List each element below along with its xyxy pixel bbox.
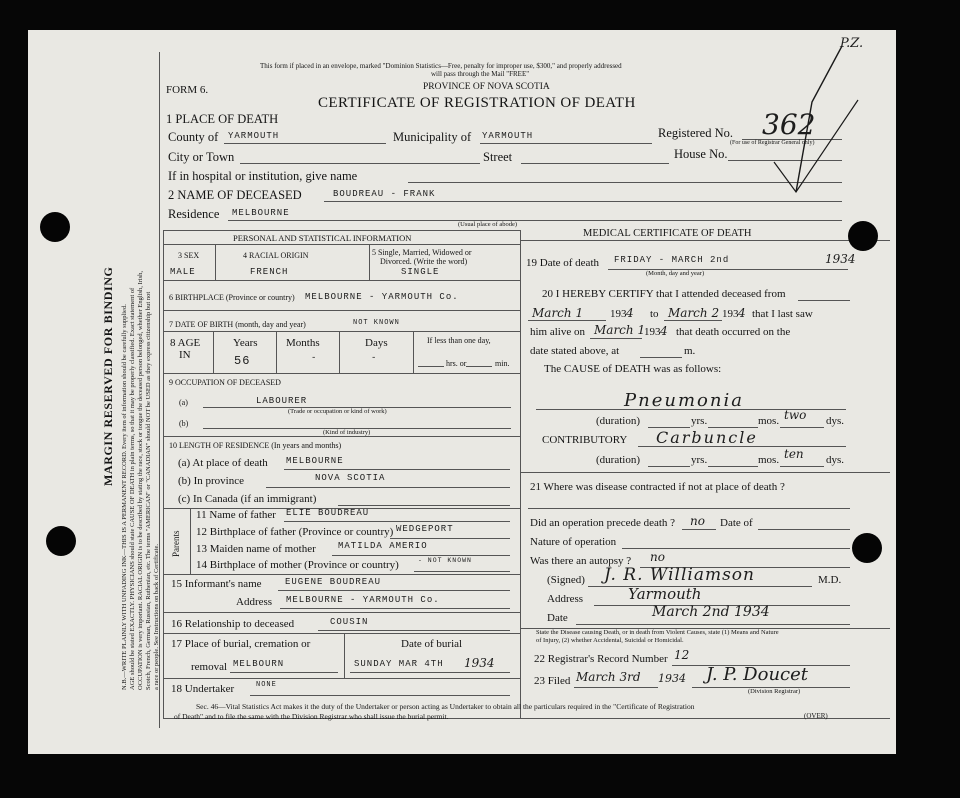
violent-causes-note: State the Disease causing Death, or in death from Violent Causes, state (1) Means and Nature <box>536 629 779 636</box>
medical-heading: MEDICAL CERTIFICATE OF DEATH <box>583 228 752 239</box>
q21-label: 21 Where was disease contracted if not at place of death ? <box>530 481 785 493</box>
to-year-value: 4 <box>738 306 746 320</box>
occupation-heading: 9 OCCUPATION OF DECEASED <box>169 378 281 387</box>
punch-hole <box>848 221 878 251</box>
from-line <box>528 320 606 321</box>
over-label: (OVER) <box>804 712 828 720</box>
county-line <box>224 143 386 144</box>
attended-to-value: March 2 <box>668 306 720 320</box>
father-value: ELIE BOUDREAU <box>286 508 370 518</box>
hrs-label: hrs. or <box>446 359 467 368</box>
date-of-death-year: 1934 <box>825 252 856 266</box>
hospital-label: If in hospital or institution, give name <box>168 169 358 183</box>
street-line <box>521 163 669 164</box>
operation-label: Did an operation precede death ? <box>530 517 676 529</box>
rule <box>520 472 890 473</box>
contrib-dys-line <box>780 466 824 467</box>
occupation-b-label: (b) <box>179 419 189 428</box>
burial-date-value: SUNDAY MAR 4TH <box>354 659 444 669</box>
duration-label: (duration) <box>596 415 640 427</box>
date-of-death-label: 19 Date of death <box>526 257 599 269</box>
to-label: to <box>650 308 659 320</box>
residence-a-line <box>284 469 510 470</box>
certify-line <box>798 300 850 301</box>
father-birthplace-label: 12 Birthplace of father (Province or country) <box>196 526 394 538</box>
relationship-label: 16 Relationship to deceased <box>171 618 295 630</box>
footer-note-line: Sec. 46—Vital Statistics Act makes it the duty of the Undertaker or person acting as Undertaker to obtain all the particulars required in the "Certificate of Registration <box>196 702 695 711</box>
province-heading: PROVINCE OF NOVA SCOTIA <box>423 82 550 92</box>
date-stated-label: date stated above, at <box>530 345 620 357</box>
registrar-signature: J. P. Doucet <box>706 664 808 685</box>
age-months-value: - <box>311 353 318 363</box>
alive-year-value: 4 <box>660 324 668 338</box>
rule <box>163 574 520 575</box>
contrib-mos-line <box>708 466 758 467</box>
filed-year: 1934 <box>658 672 686 685</box>
burial-place-line <box>230 672 338 673</box>
nature-label: Nature of operation <box>530 536 617 548</box>
time-line <box>640 357 682 358</box>
residence-c-label: (c) In Canada (if an immigrant) <box>178 493 317 505</box>
filed-label: 23 Filed <box>534 675 571 687</box>
informant-address-label: Address <box>236 596 273 608</box>
age-days-value: - <box>371 353 378 363</box>
q21-line <box>528 508 850 509</box>
contributory-label: CONTRIBUTORY <box>542 434 628 446</box>
punch-hole <box>852 533 882 563</box>
burial-label: 17 Place of burial, cremation or <box>171 638 311 650</box>
physician-address-value: Yarmouth <box>628 585 702 603</box>
age-days-label: Days <box>365 337 388 349</box>
table-center-rule <box>520 230 521 718</box>
age-label: 8 AGE <box>170 337 201 349</box>
binding-margin-label: MARGIN RESERVED FOR BINDING <box>101 266 115 486</box>
rule <box>163 633 520 634</box>
certify-text: 20 I HEREBY CERTIFY that I attended deceased from <box>542 288 786 300</box>
house-label: House No. <box>674 147 728 161</box>
yrs-label: yrs. <box>691 415 708 427</box>
father-line <box>284 521 510 522</box>
occupation-b-note: (Kind of industry) <box>323 429 371 436</box>
undertaker-line <box>250 695 510 696</box>
relationship-line <box>318 630 510 631</box>
father-label: 11 Name of father <box>196 509 276 521</box>
relationship-value: COUSIN <box>330 617 369 627</box>
birthplace-value: MELBOURNE - YARMOUTH Co. <box>305 292 459 302</box>
less-than-day-label: If less than one day, <box>427 336 491 345</box>
age-years-value: 56 <box>234 354 251 368</box>
rule <box>163 373 520 374</box>
marital-label: Divorced. (Write the word) <box>380 257 468 266</box>
rule <box>339 331 340 373</box>
mother-value: MATILDA AMERIO <box>338 541 428 551</box>
contrib-yrs-line <box>648 466 690 467</box>
alive-on-value: March 1 <box>594 323 646 337</box>
mail-notice-line: will pass through the Mail "FREE" <box>431 70 530 78</box>
sex-value: MALE <box>170 267 196 277</box>
age-in-label: IN <box>179 349 191 361</box>
county-value: YARMOUTH <box>228 131 280 141</box>
father-birthplace-line <box>390 538 510 539</box>
rule <box>344 633 345 678</box>
place-of-death-heading: 1 PLACE OF DEATH <box>166 112 279 126</box>
mother-birthplace-label: 14 Birthplace of mother (Province or country) <box>196 559 399 571</box>
table-left-rule <box>163 230 164 718</box>
punch-hole <box>46 526 76 556</box>
dob-label: 7 DATE OF BIRTH (month, day and year) <box>169 320 306 329</box>
age-months-label: Months <box>286 337 320 349</box>
rule <box>163 280 520 281</box>
duration-label: (duration) <box>596 454 640 466</box>
attended-from-value: March 1 <box>532 306 584 320</box>
marital-value: SINGLE <box>401 267 440 277</box>
corner-mark: P.Z. <box>840 36 864 51</box>
date-of-death-value: FRIDAY - MARCH 2nd <box>614 255 730 265</box>
age-years-label: Years <box>233 337 258 349</box>
occupation-a-label: (a) <box>179 398 188 407</box>
table-top-rule <box>163 230 520 231</box>
signed-label: (Signed) <box>547 574 585 586</box>
dob-value: NOT KNOWN <box>353 319 400 327</box>
city-line <box>240 163 480 164</box>
informant-value: EUGENE BOUDREAU <box>285 577 382 587</box>
operation-line <box>682 529 716 530</box>
operation-value: no <box>690 514 705 528</box>
date-of-death-line <box>608 269 848 270</box>
rule <box>163 244 520 245</box>
rule <box>163 310 520 311</box>
municipality-line <box>480 143 652 144</box>
margin-instruction-line: Scotch, French, German, Russian, Ruthenian, etc. The terms "AMERICAN" or "CANADIAN" should NOT be USED as they express citizenship but not <box>145 291 152 690</box>
registrar-record-value: 12 <box>674 648 690 662</box>
burial-year-value: 1934 <box>464 656 495 670</box>
burial-date-line <box>350 672 510 673</box>
min-line <box>466 366 492 367</box>
footer-note-line: of Death" and to file the same with the Division Registrar who shall issue the burial permit. <box>174 712 449 721</box>
cause-duration-value: two <box>784 408 807 422</box>
margin-instruction-line: AGE should be stated EXACTLY. PHYSICIANS should state CAUSE OF DEATH in plain terms, so that it may be properly classified. Exact statement of <box>129 287 136 690</box>
residence-a-label: (a) At place of death <box>178 457 268 469</box>
occurred-label: that death occurred on the <box>676 326 791 338</box>
date-of-death-note: (Month, day and year) <box>646 270 705 277</box>
md-label: M.D. <box>818 574 842 586</box>
sex-label: 3 SEX <box>178 251 200 260</box>
margin-instruction-line: a race or people. See Instructions on back of Certificate. <box>153 543 160 690</box>
residence-b-line <box>266 487 510 488</box>
from-year-value: 4 <box>626 306 634 320</box>
burial-place-value: MELBOURN <box>233 659 285 669</box>
mother-birthplace-value: - NOT KNOWN <box>418 557 472 564</box>
city-label: City or Town <box>168 150 235 164</box>
undertaker-label: 18 Undertaker <box>171 683 235 695</box>
length-residence-heading: 10 LENGTH OF RESIDENCE (In years and months) <box>169 441 342 450</box>
min-label: min. <box>495 359 510 368</box>
violent-causes-note: of Injury, (2) whether Accidental, Suicidal or Homicidal. <box>536 637 684 644</box>
residence-line <box>228 220 842 221</box>
registered-label: Registered No. <box>658 126 733 140</box>
burial-date-label: Date of burial <box>401 638 463 650</box>
physician-signature: J. R. Williamson <box>604 565 755 585</box>
rule <box>163 436 520 437</box>
to-line <box>664 320 722 321</box>
rule <box>369 244 370 280</box>
nature-line <box>622 548 850 549</box>
deceased-name-value: BOUDREAU - FRANK <box>333 189 436 199</box>
county-label: County of <box>168 130 219 144</box>
certificate-sheet <box>28 30 896 754</box>
deceased-name-label: 2 NAME OF DECEASED <box>168 188 302 202</box>
physician-address-label: Address <box>547 593 584 605</box>
residence-b-value: NOVA SCOTIA <box>315 473 386 483</box>
rule <box>190 508 191 574</box>
informant-address-value: MELBOURNE - YARMOUTH Co. <box>286 595 440 605</box>
rule <box>276 331 277 373</box>
mother-birthplace-line <box>414 571 510 572</box>
mos-label: mos. <box>758 415 780 427</box>
checkmark-icon <box>746 42 866 202</box>
marital-label: 5 Single, Married, Widowed or <box>372 248 472 257</box>
informant-address-line <box>280 608 510 609</box>
rule <box>213 331 214 373</box>
date-signed-value: March 2nd 1934 <box>652 604 770 620</box>
informant-line <box>278 590 510 591</box>
residence-c-line <box>338 505 510 506</box>
rule <box>520 240 890 241</box>
municipality-label: Municipality of <box>393 130 472 144</box>
margin-instruction-line: OCCUPATION is very important. RACIAL ORIGIN is to be described by stating the race, stock or tongue the deceased person belonged, whether English, Irish, <box>137 270 144 690</box>
to-year-prefix: 193 <box>722 308 739 320</box>
from-year-prefix: 193 <box>610 308 627 320</box>
occupation-a-note: (Trade or occupation or kind of work) <box>288 408 387 415</box>
autopsy-value: no <box>650 550 665 564</box>
rule <box>215 244 216 280</box>
residence-b-label: (b) In province <box>178 475 244 487</box>
mother-line <box>332 555 510 556</box>
rule <box>163 331 520 332</box>
registered-number: 362 <box>762 108 816 141</box>
informant-label: 15 Informant's name <box>171 578 262 590</box>
alive-label: him alive on <box>530 326 585 338</box>
filed-value: March 3rd <box>576 670 641 684</box>
dys-label: dys. <box>826 454 845 466</box>
burial-label-removal: removal <box>191 661 228 673</box>
municipality-value: YARMOUTH <box>482 131 534 141</box>
dys-label: dys. <box>826 415 845 427</box>
autopsy-label: Was there an autopsy ? <box>530 555 632 567</box>
date-signed-line <box>576 624 850 625</box>
mos-label: mos. <box>758 454 780 466</box>
rule <box>163 612 520 613</box>
punch-hole <box>40 212 70 242</box>
yrs-label: yrs. <box>691 454 708 466</box>
cause-value: Pneumonia <box>624 390 744 411</box>
parents-label: Parents <box>171 530 181 557</box>
duration-dys-line <box>780 427 824 428</box>
margin-instruction-line: N.B.—WRITE PLAINLY WITH UNFADING INK—THIS IS A PERMANENT RECORD. Every item of information should be carefully supplied. <box>121 304 128 690</box>
undertaker-value: NONE <box>256 681 277 689</box>
division-registrar-label: (Division Registrar) <box>748 688 801 695</box>
cause-heading: The CAUSE of DEATH was as follows: <box>544 363 722 375</box>
registered-note: (For use of Registrar General only) <box>730 140 815 146</box>
racial-value: FRENCH <box>250 267 289 277</box>
registrar-record-label: 22 Registrar's Record Number <box>534 653 668 665</box>
residence-a-value: MELBOURNE <box>286 456 344 466</box>
certificate-title: CERTIFICATE OF REGISTRATION OF DEATH <box>318 95 636 111</box>
street-label: Street <box>483 150 513 164</box>
rule <box>163 678 520 679</box>
rule <box>413 331 414 373</box>
alive-line <box>590 338 642 339</box>
racial-label: 4 RACIAL ORIGIN <box>243 251 309 260</box>
operation-date-line <box>758 529 850 530</box>
residence-label: Residence <box>168 207 220 221</box>
last-saw-label: that I last saw <box>752 308 813 320</box>
mother-label: 13 Maiden name of mother <box>196 543 316 555</box>
mail-notice-line: This form if placed in an envelope, marked "Dominion Statistics—Free, penalty for improper use, $300," and properly addressed <box>260 62 622 70</box>
contributory-value: Carbuncle <box>656 428 758 447</box>
operation-date-label: Date of <box>720 517 753 529</box>
m-label: m. <box>684 345 696 357</box>
father-birthplace-value: WEDGEPORT <box>396 524 454 534</box>
date-signed-label: Date <box>547 612 568 624</box>
hrs-line <box>418 366 444 367</box>
residence-value: MELBOURNE <box>232 208 290 218</box>
occupation-value: LABOURER <box>256 396 308 406</box>
filed-line <box>574 687 658 688</box>
birthplace-label: 6 BIRTHPLACE (Province or country) <box>169 293 295 302</box>
alive-year-prefix: 193 <box>644 326 661 338</box>
form-number: FORM 6. <box>166 84 209 96</box>
contrib-duration-value: ten <box>784 447 804 461</box>
residence-note: (Usual place of abode) <box>458 221 518 228</box>
personal-heading: PERSONAL AND STATISTICAL INFORMATION <box>233 233 412 243</box>
